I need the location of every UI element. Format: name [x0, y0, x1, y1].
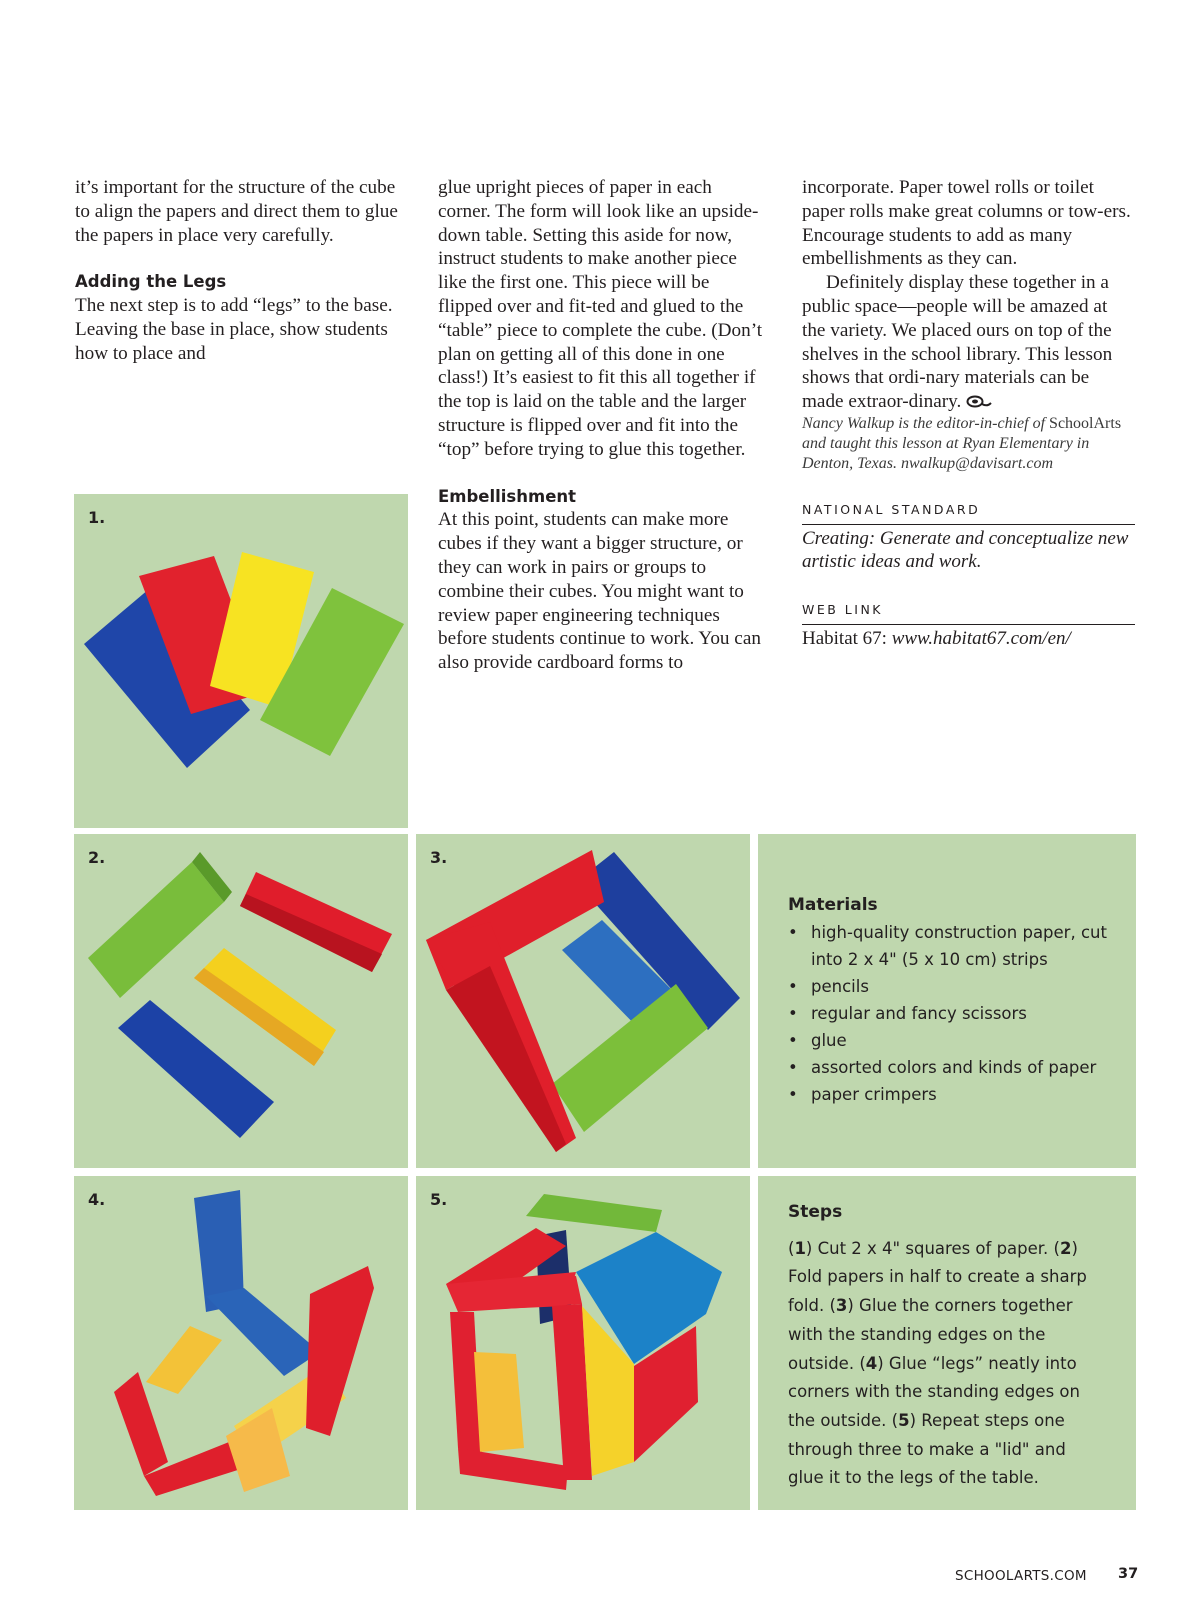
- materials-list: [788, 919, 1108, 1108]
- author-bio-magazine: SchoolArts: [1049, 414, 1122, 432]
- figure-5-label: 5.: [430, 1190, 448, 1209]
- col2-paragraph-2: At this point, students can make more cubes if they want a bigger structure, or they can work in pairs or groups to combine their cubes. You might want to review paper engineering techniques before students continue to work. You can also provide cardboard forms to: [438, 509, 761, 674]
- red-bottom-strip: [458, 1448, 568, 1490]
- materials-box: [758, 834, 1136, 1168]
- column-3: [802, 176, 1135, 650]
- materials-item: • assorted colors and kinds of paper: [788, 1054, 1108, 1081]
- step-number: 4: [865, 1353, 878, 1373]
- blue-base-strip: [206, 1288, 320, 1376]
- red-front-leg: [114, 1372, 168, 1476]
- col1-paragraph-2: The next step is to add “legs” to the base. Leaving the base in place, show students how to place and: [75, 295, 393, 364]
- figure-4-table-form: [74, 1176, 408, 1510]
- column-1: [75, 176, 405, 366]
- heading-adding-legs: Adding the Legs: [75, 272, 227, 292]
- page-number: 37: [1118, 1566, 1139, 1582]
- col3-paragraph-2: [802, 271, 1135, 414]
- heading-embellishment: Embellishment: [438, 486, 577, 506]
- web-link-name: Habitat 67:: [802, 627, 892, 649]
- yellow-left-wall: [474, 1352, 524, 1452]
- figure-4-label: 4.: [88, 1190, 106, 1209]
- end-mark-icon: [966, 395, 992, 408]
- column-2: [438, 176, 768, 675]
- web-link: [802, 627, 1135, 651]
- author-bio-a: Nancy Walkup is the editor-in-chief of: [802, 414, 1050, 432]
- figure-5-finished-cube: [416, 1176, 750, 1510]
- figure-3-panel: [416, 834, 750, 1168]
- materials-list-container: [788, 892, 1108, 1108]
- step-number: 3: [835, 1296, 848, 1316]
- materials-item: • high-quality construction paper, cut into 2 x 4" (5 x 10 cm) strips: [788, 919, 1108, 973]
- figure-1-label: 1.: [88, 508, 106, 527]
- step-number: 5: [898, 1410, 910, 1430]
- web-link-label: WEB LINK: [802, 598, 1135, 625]
- materials-item: • paper crimpers: [788, 1081, 1108, 1108]
- col1-paragraph-1: it’s important for the structure of the cube to align the papers and direct them to glue the papers in place very carefully.: [75, 177, 398, 246]
- steps-text-part: ) Cut 2 x 4" squares of paper. (: [805, 1238, 1060, 1258]
- figure-2-label: 2.: [88, 848, 106, 867]
- col2-paragraph-1: glue upright pieces of paper in each corner. The form will look like an upside-down table. Setting this aside for now, instruct students to make another piece like the first one. This piece will be flipped over and fit-ted and glued to the “table” piece to complete the cube. (Don’t plan on getting all of this done in one class!) It’s easiest to fit this all together if the top is laid on the table and the larger structure is flipped over and fit into the “top” before trying to glue this together.: [438, 177, 763, 460]
- red-right-leg: [306, 1266, 374, 1436]
- steps-text-part: ) Fold papers in half to create a sharp fold. (: [788, 1238, 1087, 1316]
- steps-text-part: ) Glue “legs” neatly into corners with the standing edges on the outside. (: [788, 1353, 1080, 1430]
- steps-text-part: ) Glue the corners together with the standing edges on the outside. (: [788, 1296, 1073, 1373]
- col3-paragraph-1: incorporate. Paper towel rolls or toilet paper rolls make great columns or tow-ers. Encourage students to add as many embellishments as they can.: [802, 177, 1131, 270]
- blue-folded-strip: [118, 1000, 274, 1138]
- figure-3-label: 3.: [430, 848, 448, 867]
- national-standard-label: NATIONAL STANDARD: [802, 498, 1135, 525]
- author-bio: [802, 414, 1135, 474]
- step-number: 1: [794, 1238, 806, 1258]
- figure-4-panel: [74, 1176, 408, 1510]
- figure-1-paper-strips: [74, 494, 408, 828]
- figure-2-folded-strips: [74, 834, 408, 1168]
- col3-paragraph-2-text: Definitely display these together in a public space—people will be amazed at the variety. We placed ours on top of the shelves in the school library. This lesson shows that ordi-nary materials can be made extraor-dinary.: [802, 272, 1113, 413]
- steps-container: [788, 1198, 1098, 1493]
- web-link-url[interactable]: www.habitat67.com/en/: [891, 627, 1071, 649]
- steps-heading: Steps: [788, 1202, 843, 1222]
- steps-text-part: ) Repeat steps one through three to make a "lid" and glue it to the legs of the table.: [788, 1410, 1066, 1488]
- materials-item: • pencils: [788, 973, 1108, 1000]
- figure-2-panel: [74, 834, 408, 1168]
- yellow-base-strip: [146, 1326, 222, 1394]
- steps-text: [788, 1235, 1098, 1493]
- national-standard-text: Creating: Generate and conceptualize new artistic ideas and work.: [802, 527, 1129, 573]
- figure-3-square-base: [416, 834, 750, 1168]
- footer-site[interactable]: SCHOOLARTS.COM: [955, 1568, 1087, 1584]
- author-bio-b: and taught this lesson at Ryan Elementary in Denton, Texas. nwalkup@davisart.com: [802, 434, 1090, 472]
- materials-item: • regular and fancy scissors: [788, 1000, 1108, 1027]
- figure-1-panel: [74, 494, 408, 828]
- materials-heading: Materials: [788, 895, 878, 915]
- green-lid-strip: [526, 1194, 662, 1232]
- figure-5-panel: [416, 1176, 750, 1510]
- step-number: 2: [1060, 1238, 1072, 1258]
- steps-box: [758, 1176, 1136, 1510]
- steps-text-part: (: [788, 1238, 795, 1258]
- materials-item: • glue: [788, 1027, 1108, 1054]
